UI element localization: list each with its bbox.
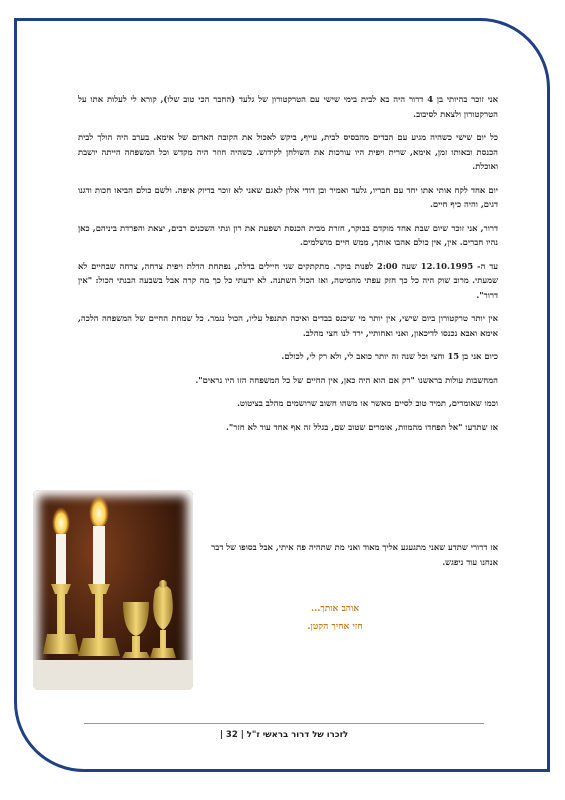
- paragraph: אז שתדעו "אל תפחדו מהמוות, אומרים שטוב שם, בגלל זה אף אחד עוד לא חזר".: [226, 421, 498, 432]
- signoff: [250, 600, 420, 636]
- paragraph: וכמו שאומרים, תמיד טוב לסיים מאשר או משהו חשוב שרושמים מהלב בציטוט.: [237, 398, 498, 408]
- paragraph: אין יותר טרקטורון ביום שישי, אין יותר מי שיכנס בבדים ואיכה תתנפל עליו, הכול נגמר. כל שמחת החיים של המשפחה הלכה, אימא ואבא נכנסו לדיכאון, ואני ואחותיי, ירד לנו חצי מהלב.: [78, 313, 498, 338]
- letter-body: [78, 92, 498, 443]
- paragraph: דרור, אני זוכר שיום שבת אחד מוקדם בבוקר, חזרת מבית הכנסת ושפעת את רון ונתי השכנים רבים, יצאת והפרדת ביניהם, כאן נהיו חברים. אין, אין כולם אהבו אותך, ממש חיים מושלמים.: [78, 222, 498, 247]
- paragraph: אני זוכר בהיותי בן 4 דרור היה בא לבית בימי שישי עם הטרקטורון של גלעד (החבר הכי טוב שלו), קורא לי לעלות אתו על הטרקטורון ולצאת לסיבוב.: [78, 94, 499, 119]
- signoff-line2: חזי אחיך הקטן.: [307, 622, 363, 632]
- paragraph: כל יום שישי כשהיה מגיע עם הבדים מהבסיס לבית, עייף, ביקש לאכול את הקובה האדום של אימא. בערב היה הולך לבית הכנסת ובאותו זמן, אימא, שרית ויפית היו עורכות את השולחן לקידוש. כשהיה חוזר היה מקדש וכל המשפחה הייתה יושבת ואוכלת.: [78, 132, 498, 171]
- paragraph: המחשבות עולות בראשנו "רק אם הוא היה כאן, אין החיים של כל המשפחה הזו היו נראים".: [195, 374, 498, 385]
- candlesticks-illustration: [33, 490, 193, 690]
- paragraph: עד ה- 12.10.1995 שעה 2:00 לפנות בוקר. מתקתקים שני חיילים בדלת, נפתחת הדלת ויפית צרחה, צרחה שבחיים לא שמעתי. מרוב שוק היה כל כך חזק עפתי מהמיטה, ואז הכול השתנה. לא ידעתי כל כך מה קרה אבל בשבעה הבנתי הכול: "אין דרור".: [78, 260, 498, 300]
- paragraph: יום אחד לקח אותי אתו יחד עם חבריו, גלעד ואמיר ובן דודי אלון לאגם שאני לא זוכר בדיוק איפה. ולשם כולם הביאו חכות ודגנו דגים, והיה כיף חיים.: [78, 184, 498, 209]
- closing-paragraph: אז דרורי שתדע שאני מתגעגע אליך מאוד ואני מת שתהיה פה איתי, אבל בסופו של דבר אנחנו עוד ניפגש.: [211, 542, 498, 567]
- page-footer: לזכרו של דרור בראשי ז"ל | 32 |: [219, 730, 349, 740]
- signoff-line1: אוהב אותך...: [310, 604, 360, 614]
- paragraph: כיום אני בן 15 וחצי וכל שנה זה יותר כואב לי, ולא רק לי, לכולם.: [281, 351, 498, 361]
- candles-photo: [33, 490, 193, 690]
- footer-divider: [84, 723, 484, 724]
